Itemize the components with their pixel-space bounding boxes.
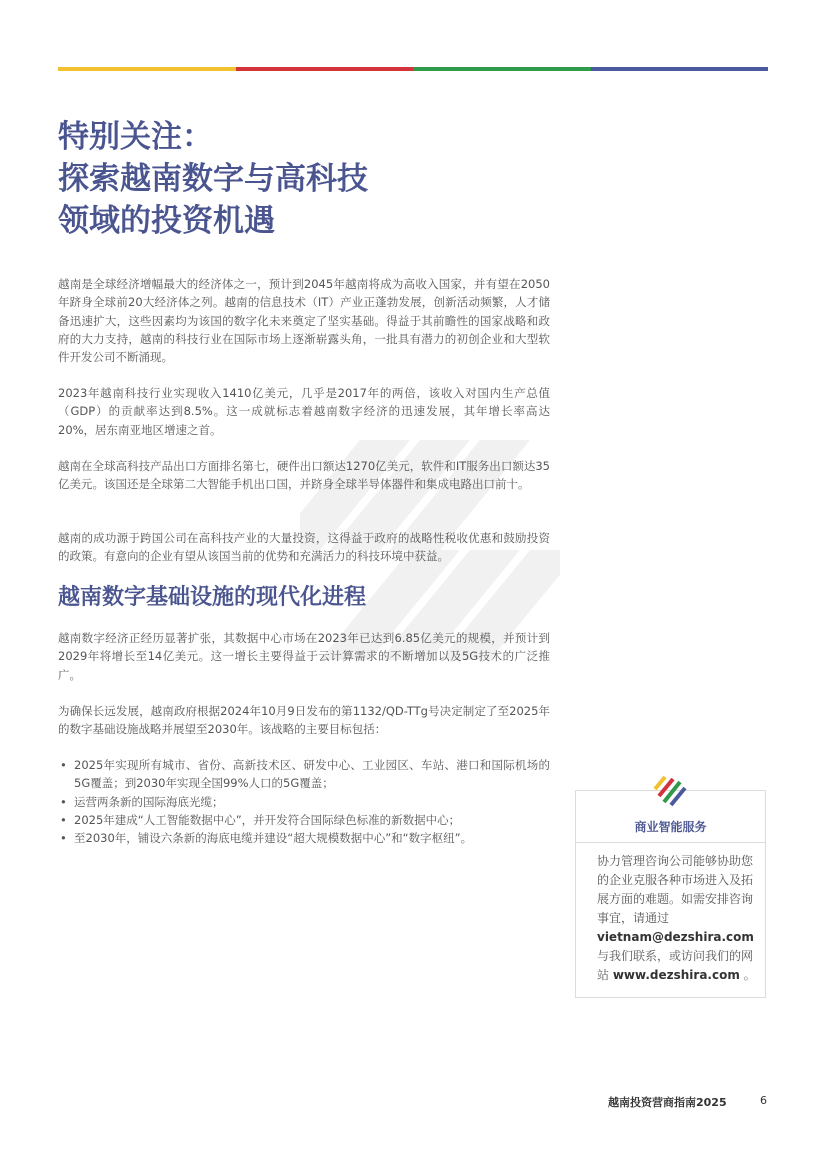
page-title [58, 116, 368, 242]
list-item-text: 至2030年，铺设六条新的海底电缆并建设“超大规模数据中心”和“数字枢纽”。 [74, 831, 473, 846]
section-heading: 越南数字基础设施的现代化进程 [58, 585, 367, 610]
email-link[interactable]: vietnam@dezshira.com [597, 930, 754, 944]
sidebar-text [597, 852, 757, 985]
bar-segment-green [413, 67, 591, 71]
bullet-dot: • [60, 831, 67, 846]
list-item [58, 793, 550, 811]
bar-segment-blue [591, 67, 769, 71]
bullet-list [58, 756, 550, 847]
title-line: 领域的投资机遇 [58, 203, 275, 239]
sidebar-title: 商业智能服务 [634, 820, 707, 834]
bullet-list-block [58, 756, 550, 847]
paragraph: 越南在全球高科技产品出口方面排名第七，硬件出口额达1270亿美元，软件和IT服务出口额达35亿美元。该国还是全球第二大智能手机出口国，并跻身全球半导体器件和集成电路出口前十。 [58, 459, 550, 492]
intro-section [58, 529, 550, 566]
paragraph: 越南的成功源于跨国公司在高科技产业的大量投资，这得益于政府的战略性税收优惠和鼓励投资的政策。有意向的企业有望从该国当前的优势和充满活力的科技环境中获益。 [58, 531, 550, 564]
title-line: 特别关注： [58, 119, 213, 155]
bullet-dot: • [60, 812, 67, 827]
paragraph: 为确保长远发展，越南政府根据2024年10月9日发布的第1132/QD-TTg号决定制定了至2025年的数字基础设施战略并展望至2030年。该战略的主要目标包括： [58, 704, 550, 737]
intro-section [58, 275, 550, 366]
list-item [58, 811, 550, 829]
website-link[interactable]: www.dezshira.com [612, 968, 740, 982]
title-line: 探索越南数字与高科技 [58, 161, 368, 197]
paragraph: 越南数字经济正经历显著扩张，其数据中心市场在2023年已达到6.85亿美元的规模，并预计到2029年将增长至14亿美元。这一增长主要得益于云计算需求的不断增加以及5G技术的广泛推广。 [58, 631, 550, 682]
sidebar-divider [575, 842, 766, 843]
striped-logo-icon [652, 772, 688, 808]
sidebar-text-part: 与我们联系，或访问我们的网站 [597, 949, 754, 982]
section-paragraph-block [58, 629, 550, 684]
top-color-bar [58, 67, 768, 71]
list-item-text: 2025年实现所有城市、省份、高新技术区、研发中心、工业园区、车站、港口和国际机场的5G覆盖；到2030年实现全国99%人口的5G覆盖； [74, 758, 550, 791]
bullet-dot: • [60, 794, 67, 809]
list-item-text: 2025年建成“人工智能数据中心”，并开发符合国际绿色标准的新数据中心； [74, 812, 461, 827]
page-number: 6 [760, 1094, 767, 1107]
paragraph: 越南是全球经济增幅最大的经济体之一，预计到2045年越南将成为高收入国家，并有望在2050年跻身全球前20大经济体之列。越南的信息技术（IT）产业正蓬勃发展，创新活动频繁，人才储备迅速扩大，这些因素均为该国的数字化未来奠定了坚实基础。得益于其前瞻性的国家战略和政府的大力支持，越南的科技行业在国际市场上逐渐崭露头角，一批具有潜力的初创企业和大型软件开发公司不断涌现。 [58, 277, 550, 365]
section-paragraph-block [58, 702, 550, 739]
bar-segment-yellow [58, 67, 236, 71]
intro-section [58, 384, 550, 439]
paragraph: 2023年越南科技行业实现收入1410亿美元，几乎是2017年的两倍，该收入对国内生产总值（GDP）的贡献率达到8.5%。这一成就标志着越南数字经济的迅速发展，其年增长率高达20%，居东南亚地区增速之首。 [58, 386, 550, 437]
sidebar-text-part: 协力管理咨询公司能够协助您的企业克服各种市场进入及拓展方面的难题。如需安排咨询事宜，请通过 [597, 854, 754, 925]
intro-section [58, 457, 550, 494]
sidebar-text-part: 。 [743, 968, 756, 982]
list-item [58, 829, 550, 847]
bullet-dot: • [60, 758, 67, 772]
list-item-text: 运营两条新的国际海底光缆； [74, 794, 224, 809]
footer-title: 越南投资营商指南2025 [608, 1096, 727, 1109]
bar-segment-red [236, 67, 414, 71]
list-item [58, 756, 550, 793]
